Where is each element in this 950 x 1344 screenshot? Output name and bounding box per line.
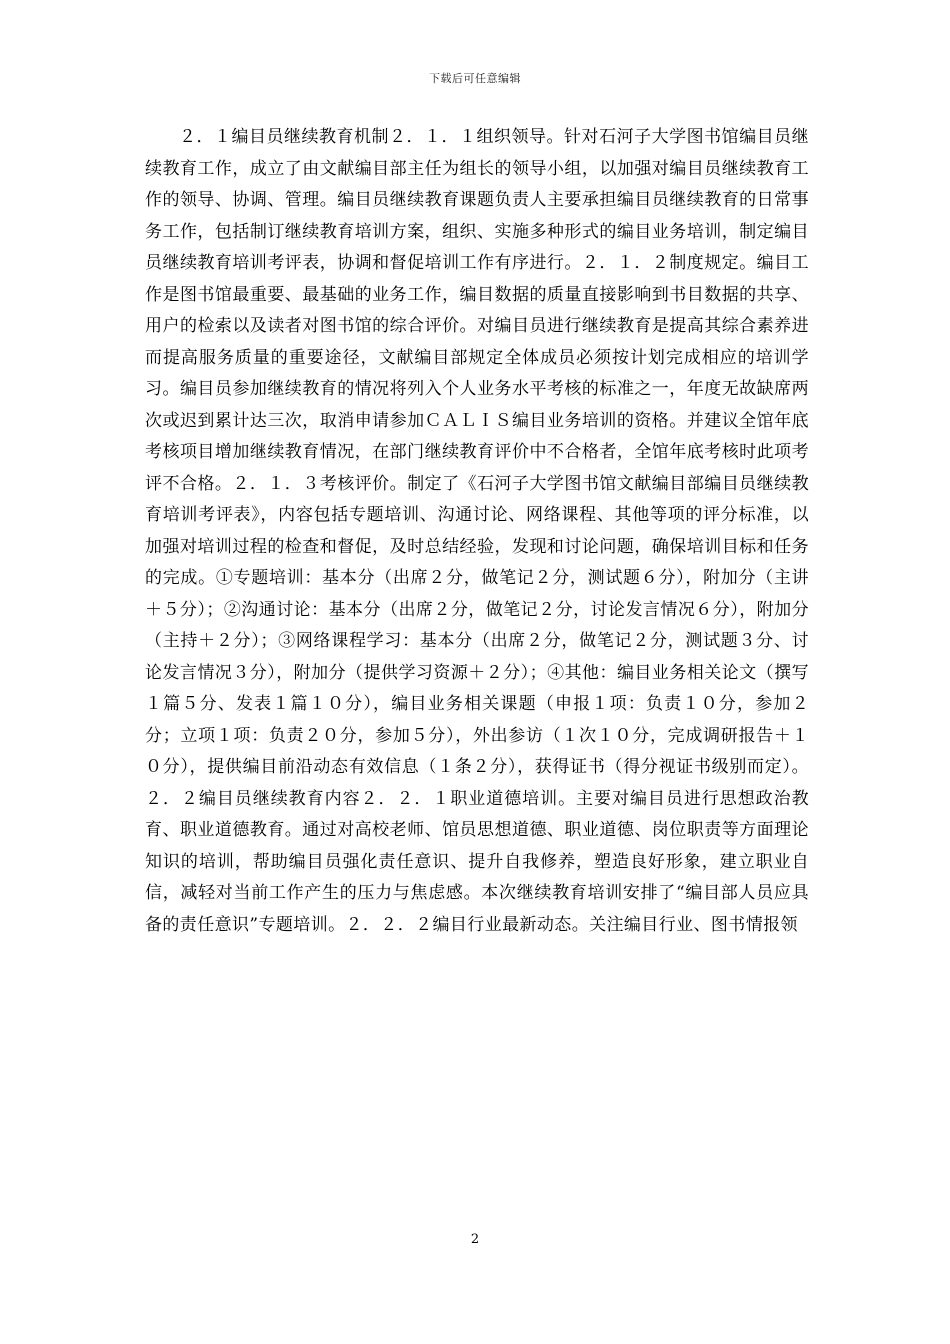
body-paragraph: ２．１编目员继续教育机制２．１．１组织领导。针对石河子大学图书馆编目员继续教育工作，成立了由文献编目部主任为组长的领导小组，以加强对编目员继续教育工作的领导、协调、管理。编目员继续教育课题负责人主要承担编目员继续教育的日常事务工作，包括制订继续教育培训方案，组织、实施多种形式的编目业务培训，制定编目员继续教育培训考评表，协调和督促培训工作有序进行。２．１．２制度规定。编目工作是图书馆最重要、最基础的业务工作，编目数据的质量直接影响到书目数据的共享、用户的检索以及读者对图书馆的综合评价。对编目员进行继续教育是提高其综合素养进而提高服务质量的重要途径，文献编目部规定全体成员必须按计划完成相应的培训学习。编目员参加继续教育的情况将列入个人业务水平考核的标准之一，年度无故缺席两次或迟到累计达三次，取消申请参加ＣＡＬＩＳ编目业务培训的资格。并建议全馆年底考核项目增加继续教育情况，在部门继续教育评价中不合格者，全馆年底考核时此项考评不合格。２．１．３考核评价。制定了《石河子大学图书馆文献编目部编目员继续教育培训考评表》，内容包括专题培训、沟通讨论、网络课程、其他等项的评分标准，以加强对培训过程的检查和督促，及时总结经验，发现和讨论问题，确保培训目标和任务的完成。①专题培训：基本分（出席２分，做笔记２分，测试题６分），附加分（主讲＋５分）；②沟通讨论：基本分（出席２分，做笔记２分，讨论发言情况６分），附加分（主持＋２分）；③网络课程学习：基本分（出席２分，做笔记２分，测试题３分、讨论发言情况３分），附加分（提供学习资源＋２分）；④其他：编目业务相关论文（撰写１篇５分、发表１篇１０分），编目业务相关课题（申报１项：负责１０分，参加２分；立项１项：负责２０分，参加５分），外出参访（１次１０分，完成调研报告＋１０分），提供编目前沿动态有效信息（１条２分），获得证书（得分视证书级别而定）。２．２编目员继续教育内容２．２．１职业道德培训。主要对编目员进行思想政治教育、职业道德教育。通过对高校老师、馆员思想道德、职业道德、岗位职责等方面理论知识的培训，帮助编目员强化责任意识、提升自我修养，塑造良好形象，建立职业自信，减轻对当前工作产生的压力与焦虑感。本次继续教育培训安排了“编目部人员应具备的责任意识”专题培训。２．２．２编目行业最新动态。关注编目行业、图书情报领	[145, 127, 809, 935]
page-header-note: 下载后可任意编辑	[429, 72, 521, 85]
page-number: 2	[470, 1232, 480, 1247]
